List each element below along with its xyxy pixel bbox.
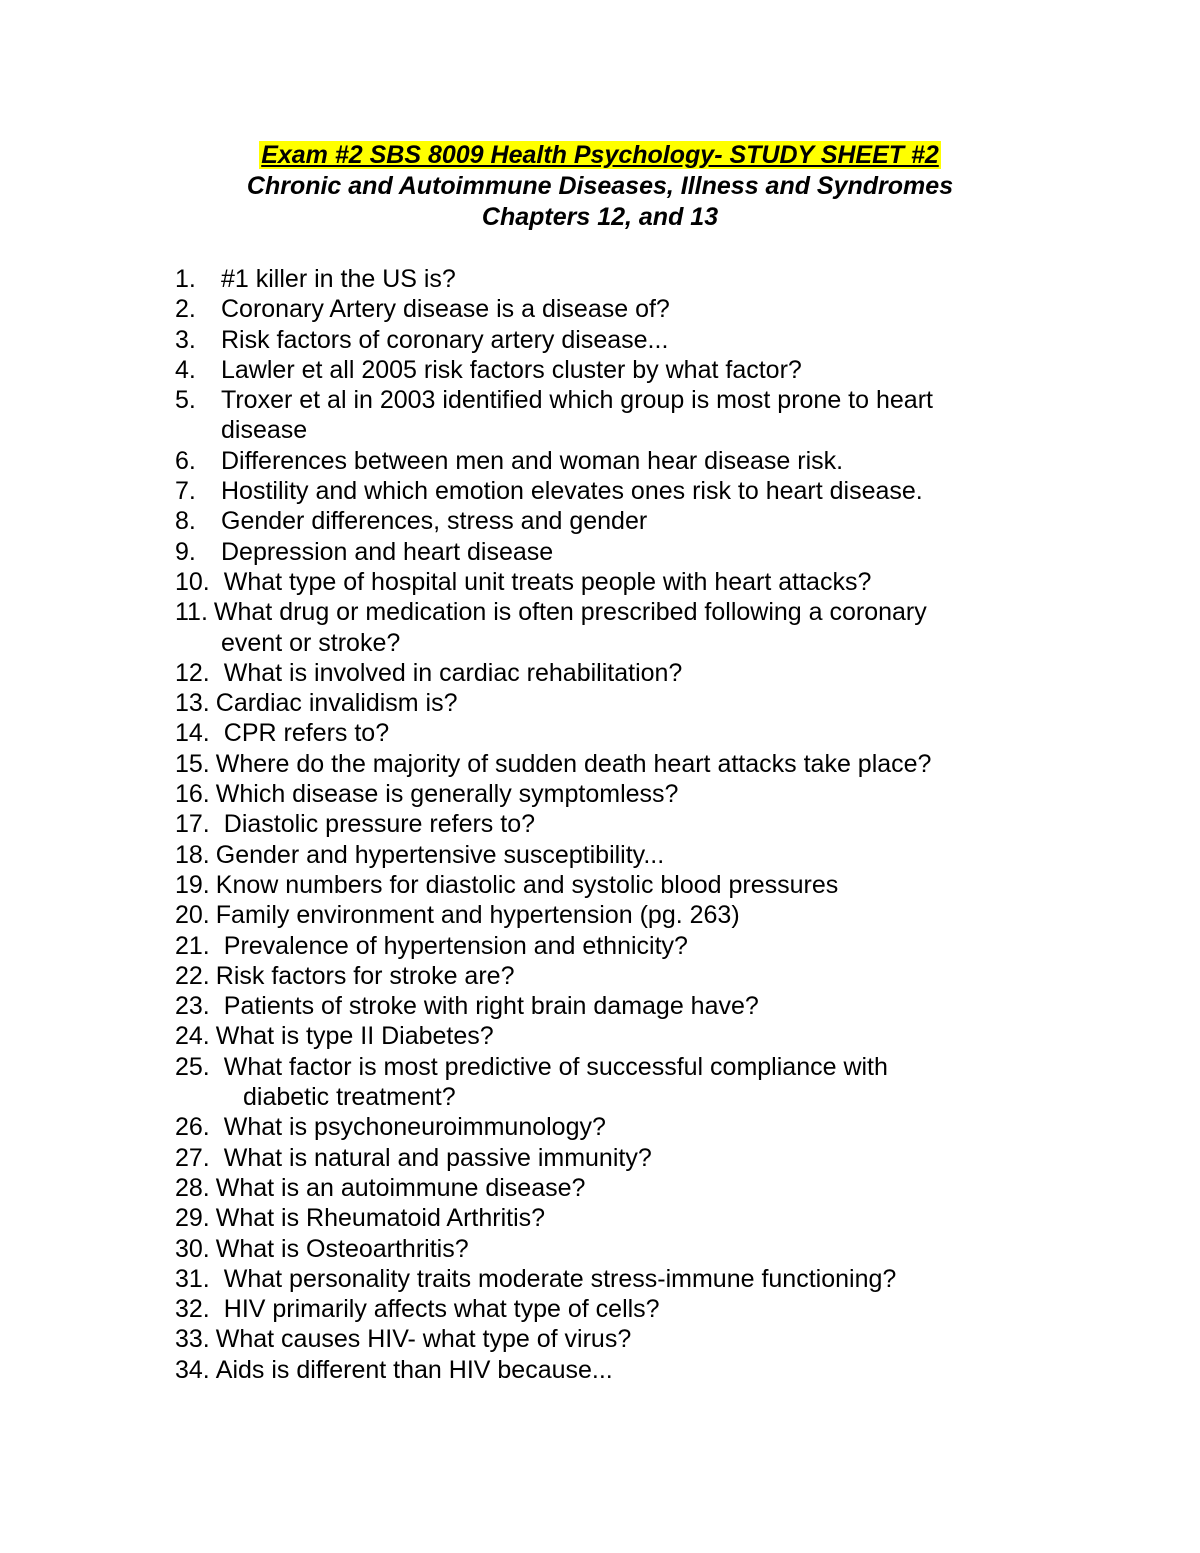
question-number: 32. <box>175 1295 210 1324</box>
question-text: What factor is most predictive of successful compliance with <box>223 1052 888 1081</box>
question-text: Lawler et all 2005 risk factors cluster by what factor? <box>221 355 802 384</box>
question-number: 25. <box>175 1052 210 1081</box>
question-list <box>175 264 995 1385</box>
question-item <box>175 1294 995 1324</box>
question-item <box>175 325 995 355</box>
question-number: 33. <box>175 1325 210 1354</box>
question-number: 14. <box>175 719 210 748</box>
question-number: 31. <box>175 1264 210 1293</box>
question-text: Diastolic pressure refers to? <box>223 810 535 839</box>
question-text: What is natural and passive immunity? <box>223 1143 652 1172</box>
question-text: Which disease is generally symptomless? <box>215 780 679 809</box>
question-text: What is Rheumatoid Arthritis? <box>215 1204 546 1233</box>
question-text: What is an autoimmune disease? <box>215 1173 586 1202</box>
question-text: CPR refers to? <box>223 719 390 748</box>
question-text: #1 killer in the US is? <box>221 265 456 293</box>
question-number: 18. <box>175 840 210 869</box>
question-text: Troxer et al in 2003 identified which group is most prone to heart <box>221 386 933 415</box>
question-number: 15. <box>175 749 210 778</box>
question-text: Family environment and hypertension (pg. 263) <box>215 901 740 930</box>
question-item <box>175 961 995 991</box>
question-number: 13. <box>175 689 210 718</box>
question-number: 9. <box>175 537 196 566</box>
question-number: 20. <box>175 901 210 930</box>
question-number: 6. <box>175 446 196 475</box>
question-item <box>175 1112 995 1142</box>
question-item <box>175 506 995 536</box>
question-text: Gender differences, stress and gender <box>221 507 648 536</box>
question-number: 26. <box>175 1113 210 1142</box>
question-text: What is psychoneuroimmunology? <box>223 1113 606 1142</box>
question-number: 2. <box>175 295 196 324</box>
question-item <box>175 1203 995 1233</box>
question-text: Patients of stroke with right brain damage have? <box>223 992 759 1021</box>
question-item <box>175 1021 995 1051</box>
question-number: 8. <box>175 507 196 536</box>
question-item <box>175 567 995 597</box>
question-number: 5. <box>175 386 196 415</box>
question-number: 16. <box>175 780 210 809</box>
question-text: Hostility and which emotion elevates ones risk to heart disease. <box>221 477 923 506</box>
question-item <box>175 1052 995 1113</box>
question-item <box>175 385 995 446</box>
question-number: 17. <box>175 810 210 839</box>
question-text: Coronary Artery disease is a disease of? <box>221 295 670 324</box>
question-number: 3. <box>175 325 196 354</box>
question-item <box>175 446 995 476</box>
question-item <box>175 1324 995 1354</box>
question-item <box>175 264 995 294</box>
exam-title-highlight: Exam #2 SBS 8009 Health Psychology- STUDY SHEET #2 <box>261 141 939 169</box>
question-text-continued: disease <box>221 416 308 445</box>
question-text: Gender and hypertensive susceptibility... <box>215 840 665 869</box>
question-item <box>175 840 995 870</box>
question-text: Prevalence of hypertension and ethnicity? <box>223 931 688 960</box>
question-item <box>175 1173 995 1203</box>
question-text-continued: diabetic treatment? <box>243 1083 456 1112</box>
question-text: What causes HIV- what type of virus? <box>215 1325 632 1354</box>
question-item <box>175 355 995 385</box>
question-item <box>175 900 995 930</box>
question-number: 34. <box>175 1355 210 1384</box>
question-text: What is involved in cardiac rehabilitation? <box>223 658 683 687</box>
question-item <box>175 718 995 748</box>
question-item <box>175 688 995 718</box>
question-item <box>175 749 995 779</box>
exam-subtitle: Chronic and Autoimmune Diseases, Illness and Syndromes <box>246 172 954 200</box>
question-number: 22. <box>175 961 210 990</box>
question-item <box>175 597 995 658</box>
question-text: Know numbers for diastolic and systolic blood pressures <box>215 870 839 899</box>
question-number: 11. <box>175 598 208 627</box>
question-text: Where do the majority of sudden death heart attacks take place? <box>215 749 932 778</box>
question-text: Depression and heart disease <box>221 537 554 566</box>
question-item <box>175 1143 995 1173</box>
exam-title <box>0 140 1200 171</box>
question-number: 30. <box>175 1234 210 1263</box>
question-number: 7. <box>175 477 196 506</box>
question-number: 28. <box>175 1173 210 1202</box>
question-text: Differences between men and woman hear disease risk. <box>221 446 844 475</box>
question-text: Risk factors for stroke are? <box>215 961 515 990</box>
question-text: Cardiac invalidism is? <box>215 689 458 718</box>
question-number: 24. <box>175 1022 210 1051</box>
question-text-continued: event or stroke? <box>221 628 401 657</box>
question-text: What personality traits moderate stress-immune functioning? <box>223 1264 897 1293</box>
question-text: HIV primarily affects what type of cells? <box>223 1295 660 1324</box>
question-number: 27. <box>175 1143 210 1172</box>
question-item <box>175 870 995 900</box>
question-number: 4. <box>175 355 196 384</box>
question-text: What is Osteoarthritis? <box>215 1234 469 1263</box>
question-item <box>175 809 995 839</box>
question-item <box>175 658 995 688</box>
question-item <box>175 779 995 809</box>
question-number: 12. <box>175 658 210 687</box>
question-number: 29. <box>175 1204 210 1233</box>
question-item <box>175 476 995 506</box>
question-number: 19. <box>175 870 210 899</box>
question-item <box>175 1234 995 1264</box>
question-item <box>175 1264 995 1294</box>
question-number: 21. <box>175 931 210 960</box>
document-header <box>0 140 1200 233</box>
question-text: Risk factors of coronary artery disease... <box>221 325 669 354</box>
question-item <box>175 991 995 1021</box>
question-item <box>175 537 995 567</box>
question-text: Aids is different than HIV because... <box>215 1355 613 1384</box>
question-number: 10. <box>175 567 210 596</box>
exam-chapters: Chapters 12, and 13 <box>481 203 719 231</box>
question-number: 23. <box>175 992 210 1021</box>
question-text: What is type II Diabetes? <box>215 1022 494 1051</box>
question-text: What drug or medication is often prescribed following a coronary <box>213 598 927 627</box>
question-item <box>175 294 995 324</box>
question-item <box>175 931 995 961</box>
question-item <box>175 1355 995 1385</box>
question-text: What type of hospital unit treats people with heart attacks? <box>223 567 872 596</box>
question-number: 1. <box>175 265 196 293</box>
